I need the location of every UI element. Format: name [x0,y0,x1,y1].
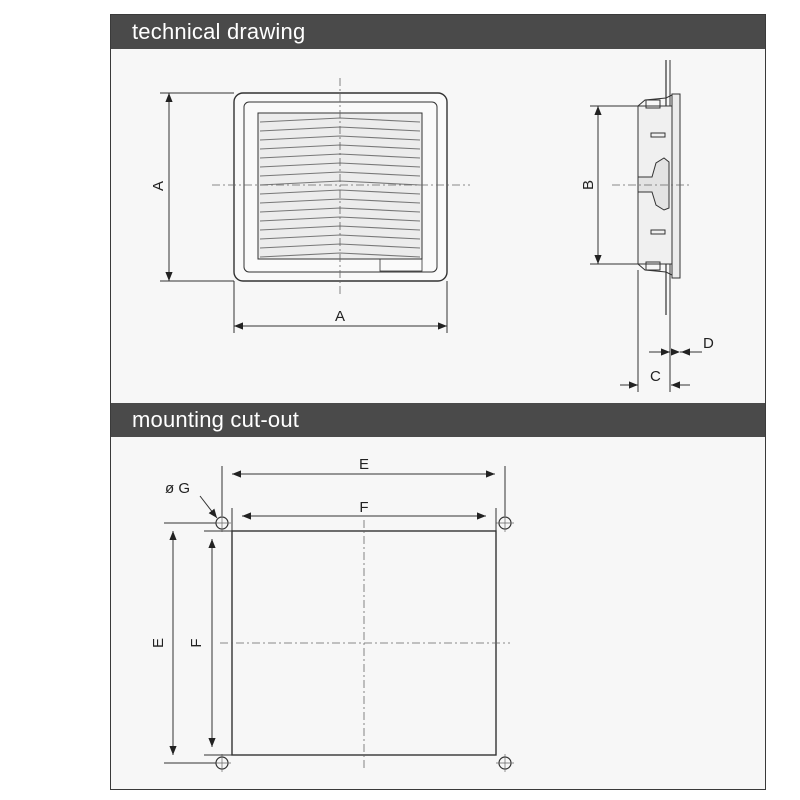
front-view [234,93,447,281]
cutout-centerlines [220,520,510,770]
label-c: C [650,368,661,385]
technical-drawing-header: technical drawing [111,15,765,49]
label-g: ø G [165,480,190,497]
mounting-cutout-header: mounting cut-out [111,403,765,437]
label-f-horizontal: F [359,499,369,516]
dimension-a-horizontal [234,281,447,333]
dimension-a-vertical [160,93,234,281]
label-a-vertical: A [150,180,167,192]
label-e-horizontal: E [358,456,370,473]
label-b: B [580,179,597,191]
side-view [638,60,680,315]
label-a-horizontal: A [334,308,346,325]
label-e-vertical: E [150,637,167,649]
label-d: D [703,335,714,352]
label-f-vertical: F [188,638,205,648]
dimension-d [649,300,702,360]
dimension-g-leader [200,496,217,518]
